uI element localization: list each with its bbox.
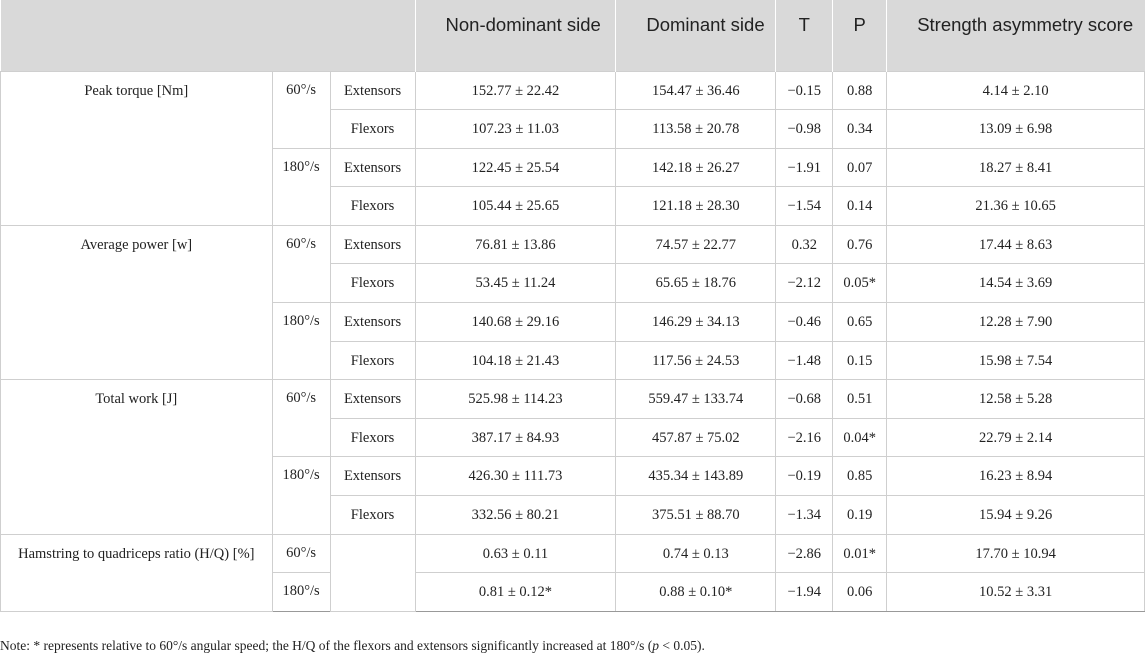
- muscle-cell: Flexors: [330, 496, 415, 535]
- non-dominant-cell: 387.17 ± 84.93: [415, 418, 616, 457]
- t-cell: −2.86: [776, 534, 833, 573]
- note-p-symbol: p: [652, 638, 659, 653]
- p-cell: 0.06: [833, 573, 887, 612]
- non-dominant-cell: 104.18 ± 21.43: [415, 341, 616, 380]
- dominant-cell: 65.65 ± 18.76: [616, 264, 776, 303]
- dominant-cell: 435.34 ± 143.89: [616, 457, 776, 496]
- dominant-cell: 117.56 ± 24.53: [616, 341, 776, 380]
- t-cell: −0.15: [776, 71, 833, 110]
- dominant-cell: 121.18 ± 28.30: [616, 187, 776, 226]
- t-cell: −0.68: [776, 380, 833, 419]
- muscle-cell: Flexors: [330, 341, 415, 380]
- non-dominant-cell: 0.81 ± 0.12*: [415, 573, 616, 612]
- muscle-cell: Flexors: [330, 264, 415, 303]
- non-dominant-cell: 332.56 ± 80.21: [415, 496, 616, 535]
- p-cell: 0.88: [833, 71, 887, 110]
- dominant-cell: 154.47 ± 36.46: [616, 71, 776, 110]
- asymmetry-cell: 15.94 ± 9.26: [887, 496, 1145, 535]
- header-p: P: [833, 0, 887, 71]
- measure-label: Average power [w]: [1, 225, 273, 379]
- t-cell: −2.16: [776, 418, 833, 457]
- dominant-cell: 0.74 ± 0.13: [616, 534, 776, 573]
- asymmetry-cell: 17.70 ± 10.94: [887, 534, 1145, 573]
- p-cell: 0.19: [833, 496, 887, 535]
- speed-label: 180°/s: [272, 303, 330, 380]
- speed-label: 180°/s: [272, 573, 330, 612]
- muscle-cell: Extensors: [330, 380, 415, 419]
- t-cell: −1.48: [776, 341, 833, 380]
- header-dominant: Dominant side: [616, 0, 776, 71]
- speed-label: 180°/s: [272, 457, 330, 534]
- t-cell: −0.46: [776, 303, 833, 342]
- p-cell: 0.07: [833, 148, 887, 187]
- t-cell: −1.94: [776, 573, 833, 612]
- t-cell: −0.98: [776, 110, 833, 149]
- non-dominant-cell: 122.45 ± 25.54: [415, 148, 616, 187]
- non-dominant-cell: 140.68 ± 29.16: [415, 303, 616, 342]
- note-suffix: < 0.05).: [658, 638, 705, 653]
- t-cell: −1.34: [776, 496, 833, 535]
- p-cell: 0.04*: [833, 418, 887, 457]
- table-note: [0, 638, 705, 654]
- non-dominant-cell: 152.77 ± 22.42: [415, 71, 616, 110]
- non-dominant-cell: 426.30 ± 111.73: [415, 457, 616, 496]
- asymmetry-cell: 22.79 ± 2.14: [887, 418, 1145, 457]
- non-dominant-cell: 105.44 ± 25.65: [415, 187, 616, 226]
- measure-label: Total work [J]: [1, 380, 273, 534]
- header-non-dominant: Non-dominant side: [415, 0, 616, 71]
- speed-label: 60°/s: [272, 380, 330, 457]
- p-cell: 0.01*: [833, 534, 887, 573]
- asymmetry-cell: 18.27 ± 8.41: [887, 148, 1145, 187]
- table-row: [1, 534, 1145, 573]
- dominant-cell: 457.87 ± 75.02: [616, 418, 776, 457]
- non-dominant-cell: 107.23 ± 11.03: [415, 110, 616, 149]
- p-cell: 0.65: [833, 303, 887, 342]
- dominant-cell: 74.57 ± 22.77: [616, 225, 776, 264]
- non-dominant-cell: 53.45 ± 11.24: [415, 264, 616, 303]
- asymmetry-cell: 16.23 ± 8.94: [887, 457, 1145, 496]
- muscle-cell: Extensors: [330, 457, 415, 496]
- asymmetry-cell: 12.58 ± 5.28: [887, 380, 1145, 419]
- non-dominant-cell: 0.63 ± 0.11: [415, 534, 616, 573]
- asymmetry-cell: 10.52 ± 3.31: [887, 573, 1145, 612]
- header-t: T: [776, 0, 833, 71]
- dominant-cell: 142.18 ± 26.27: [616, 148, 776, 187]
- muscle-cell: Flexors: [330, 187, 415, 226]
- note-prefix: Note: * represents relative to 60°/s angular speed; the H/Q of the flexors and extensors significantly increased at 180°/s (: [0, 638, 653, 653]
- header-blank: [1, 0, 416, 71]
- p-cell: 0.05*: [833, 264, 887, 303]
- non-dominant-cell: 525.98 ± 114.23: [415, 380, 616, 419]
- p-cell: 0.15: [833, 341, 887, 380]
- muscle-cell: Extensors: [330, 148, 415, 187]
- p-cell: 0.34: [833, 110, 887, 149]
- p-cell: 0.51: [833, 380, 887, 419]
- table-row: [1, 71, 1145, 110]
- table-row: [1, 225, 1145, 264]
- asymmetry-cell: 4.14 ± 2.10: [887, 71, 1145, 110]
- p-cell: 0.14: [833, 187, 887, 226]
- dominant-cell: 559.47 ± 133.74: [616, 380, 776, 419]
- muscle-cell: Extensors: [330, 225, 415, 264]
- asymmetry-cell: 14.54 ± 3.69: [887, 264, 1145, 303]
- p-cell: 0.85: [833, 457, 887, 496]
- t-cell: −1.54: [776, 187, 833, 226]
- asymmetry-cell: 12.28 ± 7.90: [887, 303, 1145, 342]
- muscle-cell: Flexors: [330, 418, 415, 457]
- asymmetry-cell: 13.09 ± 6.98: [887, 110, 1145, 149]
- speed-label: 180°/s: [272, 148, 330, 225]
- t-cell: −0.19: [776, 457, 833, 496]
- asymmetry-cell: 21.36 ± 10.65: [887, 187, 1145, 226]
- dominant-cell: 0.88 ± 0.10*: [616, 573, 776, 612]
- measure-label: Hamstring to quadriceps ratio (H/Q) [%]: [1, 534, 273, 611]
- dominant-cell: 375.51 ± 88.70: [616, 496, 776, 535]
- t-cell: −1.91: [776, 148, 833, 187]
- non-dominant-cell: 76.81 ± 13.86: [415, 225, 616, 264]
- table-row: [1, 380, 1145, 419]
- asymmetry-cell: 17.44 ± 8.63: [887, 225, 1145, 264]
- p-cell: 0.76: [833, 225, 887, 264]
- muscle-cell-empty: [330, 534, 415, 611]
- muscle-cell: Extensors: [330, 303, 415, 342]
- measure-label: Peak torque [Nm]: [1, 71, 273, 225]
- muscle-cell: Flexors: [330, 110, 415, 149]
- speed-label: 60°/s: [272, 534, 330, 573]
- header-asymmetry: Strength asymmetry score: [887, 0, 1145, 71]
- dominant-cell: 146.29 ± 34.13: [616, 303, 776, 342]
- header-row: [1, 0, 1145, 71]
- t-cell: −2.12: [776, 264, 833, 303]
- muscle-cell: Extensors: [330, 71, 415, 110]
- speed-label: 60°/s: [272, 225, 330, 302]
- asymmetry-cell: 15.98 ± 7.54: [887, 341, 1145, 380]
- speed-label: 60°/s: [272, 71, 330, 148]
- dominant-cell: 113.58 ± 20.78: [616, 110, 776, 149]
- t-cell: 0.32: [776, 225, 833, 264]
